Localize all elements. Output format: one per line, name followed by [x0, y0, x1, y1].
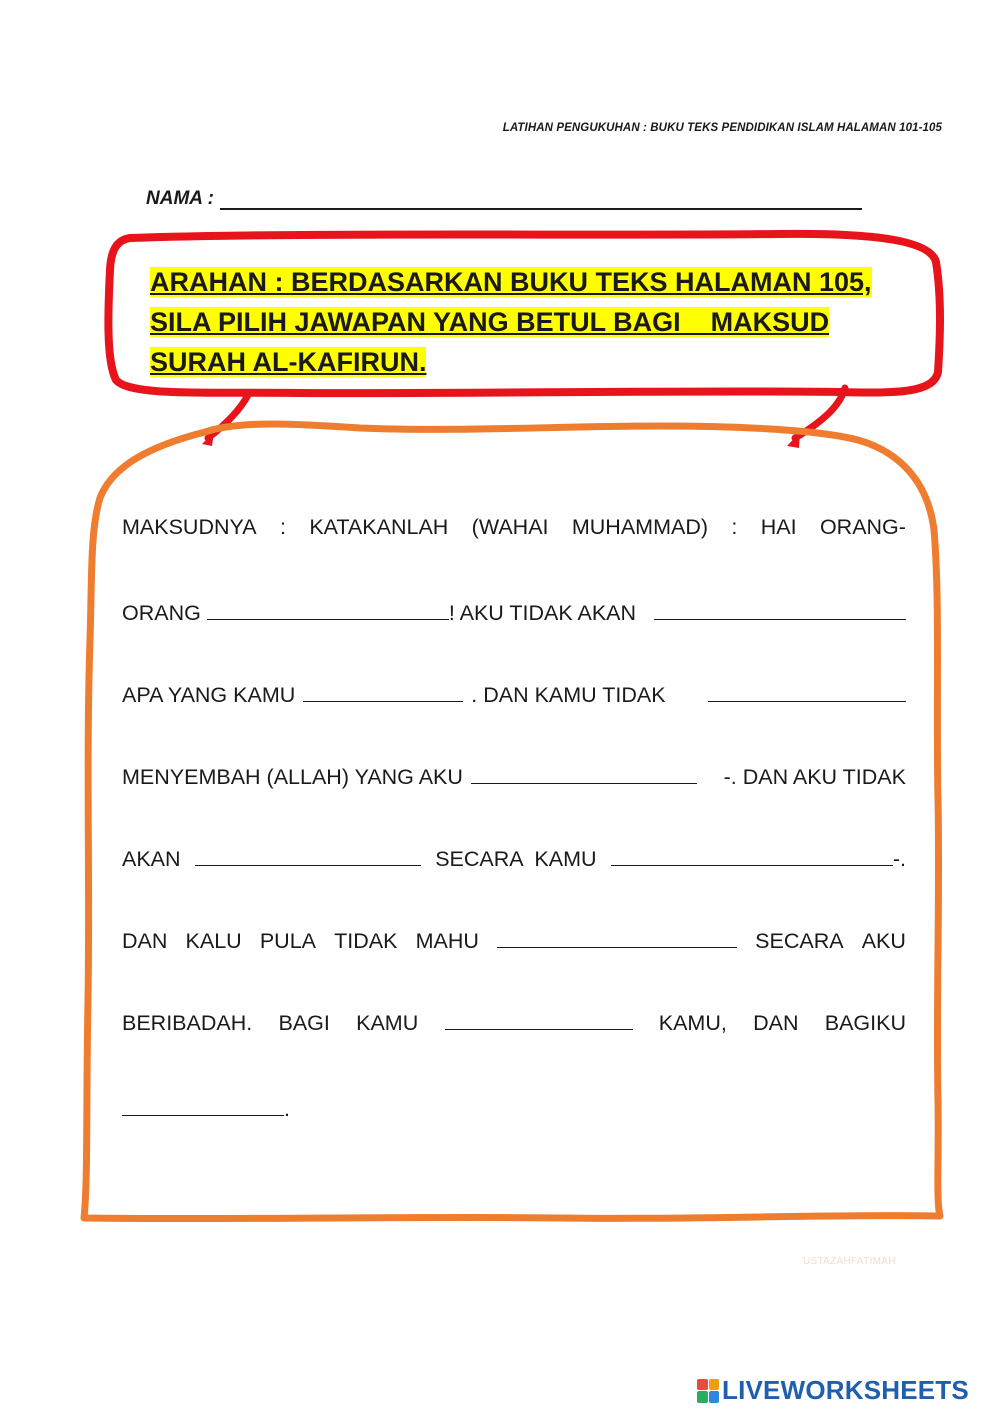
logo-icon: [697, 1379, 719, 1403]
text-segment: BAGI: [278, 1011, 330, 1035]
answer-blank-3[interactable]: [303, 679, 463, 702]
worksheet-header: LATIHAN PENGUKUHAN : BUKU TEKS PENDIDIKAN ISLAM HALAMAN 101-105: [502, 122, 942, 134]
passage-line-8: [122, 1093, 906, 1122]
text-segment: TIDAK: [334, 929, 398, 953]
author-watermark: USTAZAHFATIMAH: [803, 1256, 896, 1267]
text-segment: KAMU,: [658, 1011, 727, 1035]
text-segment: MAKSUDNYA: [122, 515, 257, 539]
text-segment: (WAHAI: [471, 515, 549, 539]
text-segment: . DAN KAMU TIDAK: [471, 683, 666, 707]
instruction-line-1: ARAHAN : BERDASARKAN BUKU TEKS HALAMAN 105,: [150, 267, 872, 297]
passage-line-3: [122, 679, 906, 708]
passage-line-6: [122, 925, 906, 954]
text-segment: -.: [892, 847, 906, 871]
text-segment: MUHAMMAD): [571, 515, 709, 539]
name-label: NAMA :: [146, 188, 214, 209]
text-segment: :: [731, 515, 738, 539]
text-segment: DAN: [753, 1011, 799, 1035]
instruction-line-3: SURAH AL-KAFIRUN.: [150, 347, 427, 377]
passage-line-4: [122, 761, 906, 790]
text-segment: DAN: [122, 929, 168, 953]
text-segment: PULA: [259, 929, 316, 953]
text-segment: AKAN: [122, 847, 181, 871]
text-segment: HAI: [760, 515, 797, 539]
text-segment: MAHU: [415, 929, 479, 953]
text-segment: KAMU: [356, 1011, 419, 1035]
answer-blank-1[interactable]: [207, 597, 449, 620]
answer-blank-10[interactable]: [122, 1093, 284, 1116]
answer-blank-9[interactable]: [445, 1007, 633, 1030]
passage-line-1: [122, 515, 906, 540]
liveworksheets-logo: [697, 1375, 969, 1406]
answer-blank-5[interactable]: [471, 761, 697, 784]
answer-blank-6[interactable]: [195, 843, 421, 866]
text-segment: ! AKU TIDAK AKAN: [448, 601, 637, 625]
answer-blank-8[interactable]: [497, 925, 737, 948]
logo-text: LIVEWORKSHEETS: [722, 1375, 969, 1405]
text-segment: :: [279, 515, 286, 539]
answer-blank-7[interactable]: [611, 843, 893, 866]
text-segment: MENYEMBAH (ALLAH) YANG AKU: [122, 765, 463, 789]
text-segment: BERIBADAH.: [122, 1011, 253, 1035]
text-segment: KALU: [185, 929, 242, 953]
text-segment: .: [284, 1097, 290, 1121]
passage-line-7: [122, 1007, 906, 1036]
instruction-line-2: SILA PILIH JAWAPAN YANG BETUL BAGI MAKSUD: [150, 307, 830, 337]
instruction-box: [150, 262, 920, 382]
text-segment: ORANG: [122, 601, 201, 625]
answer-blank-2[interactable]: [654, 597, 906, 620]
text-segment: BAGIKU: [824, 1011, 906, 1035]
text-segment: APA YANG KAMU: [122, 683, 296, 707]
text-segment: AKU: [861, 929, 906, 953]
answer-blank-4[interactable]: [708, 679, 906, 702]
text-segment: SECARA KAMU: [435, 847, 597, 871]
passage-line-5: [122, 843, 906, 872]
text-segment: KATAKANLAH: [309, 515, 449, 539]
text-segment: ORANG-: [819, 515, 906, 539]
text-segment: -. DAN AKU TIDAK: [723, 765, 906, 789]
passage-line-2: [122, 597, 906, 626]
text-segment: SECARA: [755, 929, 844, 953]
